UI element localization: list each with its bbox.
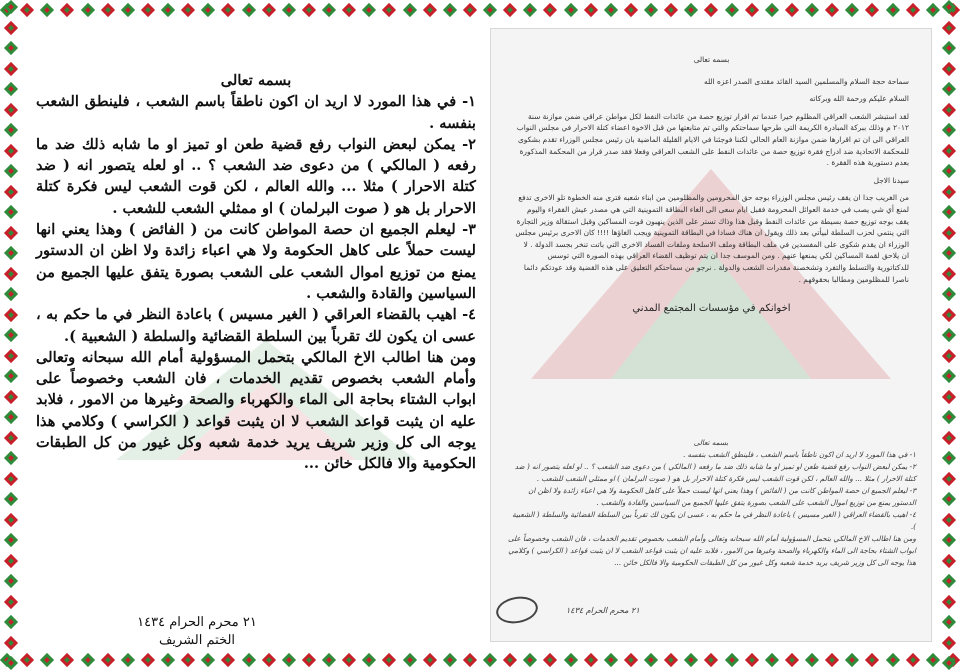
border-ornament-icon [942,410,956,424]
border-ornament-icon [81,3,95,17]
decorative-border-right [938,0,960,670]
border-ornament-icon [4,226,18,240]
border-ornament-icon [942,226,956,240]
border-ornament-icon [262,653,276,667]
border-ornament-icon [865,653,879,667]
border-ornament-icon [624,653,638,667]
border-ornament-icon [4,205,18,219]
border-ornament-icon [503,653,517,667]
border-ornament-icon [942,205,956,219]
handwritten-line: ٢- يمكن لبعض النواب رفع قضية طعن او تميز او ما شابه ذلك ضد ما رفعه ( المالكي ) من دعوى ضد الشعب ؟ .. او لعله يتصور انه ( ضد كتلة الاحرار ) مثلا ... والله العالم ، لكن قوت الشعب ليس فكرة كتلة الاحرار بل هو ( صوت البرلمان ) او ممثلي الشعب للشعب . [514,462,916,483]
statement-title: بسمه تعالى [220,72,292,89]
border-ornament-icon [221,653,235,667]
border-ornament-icon [463,3,477,17]
statement-date: ٢١ محرم الحرام ١٤٣٤ [137,615,257,630]
border-ornament-icon [181,653,195,667]
border-ornament-icon [725,653,739,667]
border-ornament-icon [745,3,759,17]
border-ornament-icon [4,595,18,609]
border-ornament-icon [20,653,34,667]
border-ornament-icon [785,653,799,667]
border-ornament-icon [4,185,18,199]
border-ornament-icon [20,3,34,17]
border-ornament-icon [242,653,256,667]
border-ornament-icon [4,0,18,14]
border-ornament-icon [564,3,578,17]
statement-paragraph: ٣- ليعلم الجميع ان حصة المواطن كانت من ( الفائض ) وهذا يعني انها ليست حملاً على كاهل الحكومة ولا هي اعباء زائدة ولا اظن ان الدستور يمنع من توزيع اموال الشعب على الشعب بصورة يتفق عليها الجميع من السياسين والقادة والشعب . [36,221,476,302]
border-ornament-icon [40,3,54,17]
border-ornament-icon [942,103,956,117]
border-ornament-icon [942,349,956,363]
border-ornament-icon [564,653,578,667]
border-ornament-icon [644,3,658,17]
statement-text [36,70,476,475]
handwritten-date: ٢١ محرم الحرام ١٤٣٤ [566,606,640,615]
border-ornament-icon [322,3,336,17]
statement-paragraph: ١- في هذا المورد لا اريد ان اكون ناطقاً باسم الشعب ، فلينطق الشعب بنفسه . [36,93,476,132]
border-ornament-icon [4,636,18,650]
border-ornament-icon [745,653,759,667]
border-ornament-icon [4,123,18,137]
border-ornament-icon [942,615,956,629]
border-ornament-icon [4,144,18,158]
border-ornament-icon [942,267,956,281]
border-ornament-icon [604,653,618,667]
border-ornament-icon [584,653,598,667]
border-ornament-icon [523,653,537,667]
border-ornament-icon [4,656,18,670]
seal-stamp [494,594,540,627]
border-ornament-icon [302,653,316,667]
border-ornament-icon [4,267,18,281]
decorative-border-top [0,0,960,20]
border-ornament-icon [201,653,215,667]
handwritten-line: ومن هنا اطالب الاخ المالكي بتحمل المسؤولية أمام الله سبحانه وتعالى وأمام الشعب بخصوص تقديم الخدمات ، فان الشعب وخصوصاً على ابواب الشتاء بحاجة الى الماء والكهرباء والصحة وغيرها من الامور ، فلابد عليه ان يثبت قواعد الشعب لا ان يثبت قواعد ( الكراسي ) وكلامي هذا يوجه الى كل وزير شريف يريد خدمة شعبه وكل غيور من كل الطبقات الحكومية والا فالكل خائن ... [508,534,916,567]
border-ornament-icon [4,451,18,465]
letter-body: من الغريب جدا ان يقف رئيس مجلس الوزراء بوجه حق المحرومين والمظلومين من ابناء شعبه فترى منه الخطوة تلو الاخرى تدفع لمنع أي شي يصب في خدمة العوائل المحرومة فقبل ايام سعى الى الغاء البطاقة التموينية التي هي مصدر عيش الفقراء واليوم يقف بوجه توزيع حصة بسيطة من عائدات النفط وقبل هذا وذاك تستر على الذين ينهبون قوت المساكين وقبل استقالة وزير التجارة التي ينتمي لحزب السلطة لبيأتي بعد ذلك ويقول ان هناك فسادا في البطاقة التموينية ويجب الغاؤها !!!! كان الاحرى برئيس مجلس الوزراء ان يقدم شكوى على المفسدين في ملف البطاقة وملف الاسلحة وملفات الفساد الاخرى التي باتت تنخر بجسد الدولة . لا ان يلاحق لقمة المساكين لكي يمنعها عنهم . ومن الموسف جدا ان يتم توظيف القضاء العراقي بهذه الصورة التي توسس للدكتاتورية والتسلط والتفرد وتشخصنة مقدرات الشعب والدولة . نرجو من سماحتكم التعليق على هذه القضية وقد عودتكم دائما ناصرا للمظلومين ومطالبا بحقوقهم . [515,193,909,284]
border-ornament-icon [704,653,718,667]
border-ornament-icon [543,3,557,17]
border-ornament-icon [825,3,839,17]
border-ornament-icon [221,3,235,17]
border-ornament-icon [4,349,18,363]
border-ornament-icon [765,3,779,17]
border-ornament-icon [942,492,956,506]
border-ornament-icon [942,431,956,445]
border-ornament-icon [4,328,18,342]
border-ornament-icon [483,3,497,17]
border-ornament-icon [4,472,18,486]
border-ornament-icon [942,21,956,35]
statement-paragraph: ٤- اهيب بالقضاء العراقي ( الغير مسيس ) باعادة النظر في ما حكم به ، عسى ان يكون لك تقرباً بين السلطة القضائية والسلطة ( الشعبية ). [36,306,476,345]
border-ornament-icon [4,513,18,527]
statement-panel [36,70,476,650]
border-ornament-icon [60,3,74,17]
border-ornament-icon [942,595,956,609]
border-ornament-icon [262,3,276,17]
border-ornament-icon [825,653,839,667]
border-ornament-icon [624,3,638,17]
border-ornament-icon [664,653,678,667]
letter-addressee: سماحة حجة السلام والمسلمين السيد القائد مقتدى الصدر اعزه الله [703,76,909,86]
border-ornament-icon [704,3,718,17]
border-ornament-icon [443,3,457,17]
border-ornament-icon [942,390,956,404]
border-ornament-icon [942,554,956,568]
handwritten-line: ٤- اهيب بالقضاء العراقي ( الغير مسيس ) باعادة النظر في ما حكم به ، عسى ان يكون لك تقرباً بين السلطة القضائية والسلطة ( الشعبية ). [512,510,916,531]
border-ornament-icon [4,390,18,404]
border-ornament-icon [4,308,18,322]
handwritten-reply [506,437,916,615]
border-ornament-icon [40,653,54,667]
border-ornament-icon [403,653,417,667]
letter-body: لقد استبشر الشعب العراقي المظلوم خيرا عندما تم اقرار توزيع حصة من عائدات النفط لكل مواطن عراقي ضمن موازنة سنة ٢٠١٢ م وذلك ببركة المبادرة الكريمة التي طرحها سماحتكم والتي تم متابعتها من قبل الاخوة اعضاء كتلة الاحرار في مجلس النواب العراقي الى ان تم اقرارها ضمن موازنة العام الحالي لكننا فوجئنا في الايام القليلة الماضية بان رئيس مجلس الوزراء تقدم بشكوى للمحكمة الاتحادية ضد ادراج فقرة توزيع حصة من عائدات النفط على الشعب العراقي وفعلا فقد صدر قرار من المحكمة المذكورة بعدم دستورية هذه الفقرة . [516,111,909,168]
border-ornament-icon [906,3,920,17]
border-ornament-icon [684,3,698,17]
border-ornament-icon [4,574,18,588]
handwritten-line: ١- في هذا المورد لا اريد ان اكون ناطقاً باسم الشعب ، فلينطق الشعب بنفسه . [682,450,916,459]
border-ornament-icon [942,287,956,301]
border-ornament-icon [543,653,557,667]
border-ornament-icon [942,164,956,178]
border-ornament-icon [4,246,18,260]
border-ornament-icon [242,3,256,17]
scanned-letter [490,28,932,642]
statement-paragraph: ومن هنا اطالب الاخ المالكي بتحمل المسؤولية أمام الله سبحانه وتعالى وأمام الشعب بخصوص تقديم الخدمات ، فان الشعب وخصوصاً على ابواب الشتاء بحاجة الى الماء والكهرباء والصحة وغيرها من الامور ، فلابد عليه ان يثبت قواعد الشعب لا ان يثبت قواعد ( الكراسي ) وكلامي هذا يوجه الى كل وزير شريف يريد خدمة شعبه وكل غيور من كل الطبقات الحكومية والا فالكل خائن ... [36,348,476,473]
border-ornament-icon [382,3,396,17]
border-ornament-icon [942,656,956,670]
border-ornament-icon [604,3,618,17]
border-ornament-icon [322,653,336,667]
border-ornament-icon [503,3,517,17]
letter-basmala: بسمه تعالى [693,55,730,64]
border-ornament-icon [463,653,477,667]
border-ornament-icon [942,451,956,465]
border-ornament-icon [141,3,155,17]
border-ornament-icon [4,82,18,96]
border-ornament-icon [4,492,18,506]
border-ornament-icon [845,3,859,17]
border-ornament-icon [423,3,437,17]
border-ornament-icon [161,653,175,667]
border-ornament-icon [362,653,376,667]
statement-signoff [112,614,282,650]
border-ornament-icon [4,62,18,76]
border-ornament-icon [644,653,658,667]
border-ornament-icon [60,653,74,667]
border-ornament-icon [101,653,115,667]
border-ornament-icon [4,41,18,55]
border-ornament-icon [4,431,18,445]
border-ornament-icon [725,3,739,17]
statement-paragraph: ٢- يمكن لبعض النواب رفع قضية طعن او تميز او ما شابه ذلك ضد ما رفعه ( المالكي ) من دعوى ضد الشعب ؟ .. او لعله يتصور انه ( ضد كتلة الاحرار ) مثلا ... والله العالم ، لكن قوت الشعب ليس فكرة كتلة الاحرار بل هو ( صوت البرلمان ) او ممثلي الشعب للشعب . [36,135,476,217]
border-ornament-icon [4,21,18,35]
border-ornament-icon [942,41,956,55]
border-ornament-icon [805,3,819,17]
border-ornament-icon [684,653,698,667]
border-ornament-icon [942,144,956,158]
border-ornament-icon [342,3,356,17]
border-ornament-icon [4,369,18,383]
border-ornament-icon [845,653,859,667]
border-ornament-icon [282,3,296,17]
border-ornament-icon [805,653,819,667]
border-ornament-icon [942,369,956,383]
border-ornament-icon [4,410,18,424]
border-ornament-icon [4,287,18,301]
border-ornament-icon [4,554,18,568]
border-ornament-icon [181,3,195,17]
border-ornament-icon [942,82,956,96]
border-ornament-icon [942,246,956,260]
border-ornament-icon [906,653,920,667]
letter-signature: اخوانكم في مؤسسات المجتمع المدني [632,303,791,315]
border-ornament-icon [584,3,598,17]
border-ornament-icon [785,3,799,17]
border-ornament-icon [201,3,215,17]
border-ornament-icon [942,123,956,137]
border-ornament-icon [942,308,956,322]
border-ornament-icon [362,3,376,17]
border-ornament-icon [161,3,175,17]
decorative-border-left [0,0,22,670]
border-ornament-icon [282,653,296,667]
border-ornament-icon [523,3,537,17]
border-ornament-icon [4,103,18,117]
border-ornament-icon [865,3,879,17]
statement-seal-label: الختم الشريف [158,633,236,648]
border-ornament-icon [942,472,956,486]
border-ornament-icon [81,653,95,667]
handwritten-line: بسمه تعالى [693,438,729,447]
border-ornament-icon [942,574,956,588]
border-ornament-icon [4,164,18,178]
border-ornament-icon [141,653,155,667]
border-ornament-icon [942,636,956,650]
border-ornament-icon [382,653,396,667]
decorative-border-bottom [0,650,960,670]
letter-salutation: سيدنا الاجل [873,175,909,185]
border-ornament-icon [121,3,135,17]
border-ornament-icon [886,3,900,17]
letter-greeting: السلام عليكم ورحمة الله وبركاته [809,94,909,104]
border-ornament-icon [121,653,135,667]
border-ornament-icon [942,185,956,199]
typed-letter [514,54,909,321]
handwritten-line: ٣- ليعلم الجميع ان حصة المواطن كانت من ( الفائض ) وهذا يعني انها ليست حملاً على كاهل الحكومة ولا هي اعباء زائدة ولا اظن ان الدستور يمنع من توزيع اموال الشعب على الشعب بصورة يتفق عليها الجميع من السياسين والقادة والشعب . [528,486,916,507]
border-ornament-icon [664,3,678,17]
border-ornament-icon [101,3,115,17]
border-ornament-icon [4,533,18,547]
border-ornament-icon [483,653,497,667]
border-ornament-icon [342,653,356,667]
border-ornament-icon [443,653,457,667]
border-ornament-icon [942,513,956,527]
border-ornament-icon [423,653,437,667]
border-ornament-icon [942,62,956,76]
border-ornament-icon [403,3,417,17]
border-ornament-icon [942,328,956,342]
border-ornament-icon [886,653,900,667]
border-ornament-icon [765,653,779,667]
border-ornament-icon [4,615,18,629]
border-ornament-icon [942,533,956,547]
border-ornament-icon [942,0,956,14]
border-ornament-icon [302,3,316,17]
